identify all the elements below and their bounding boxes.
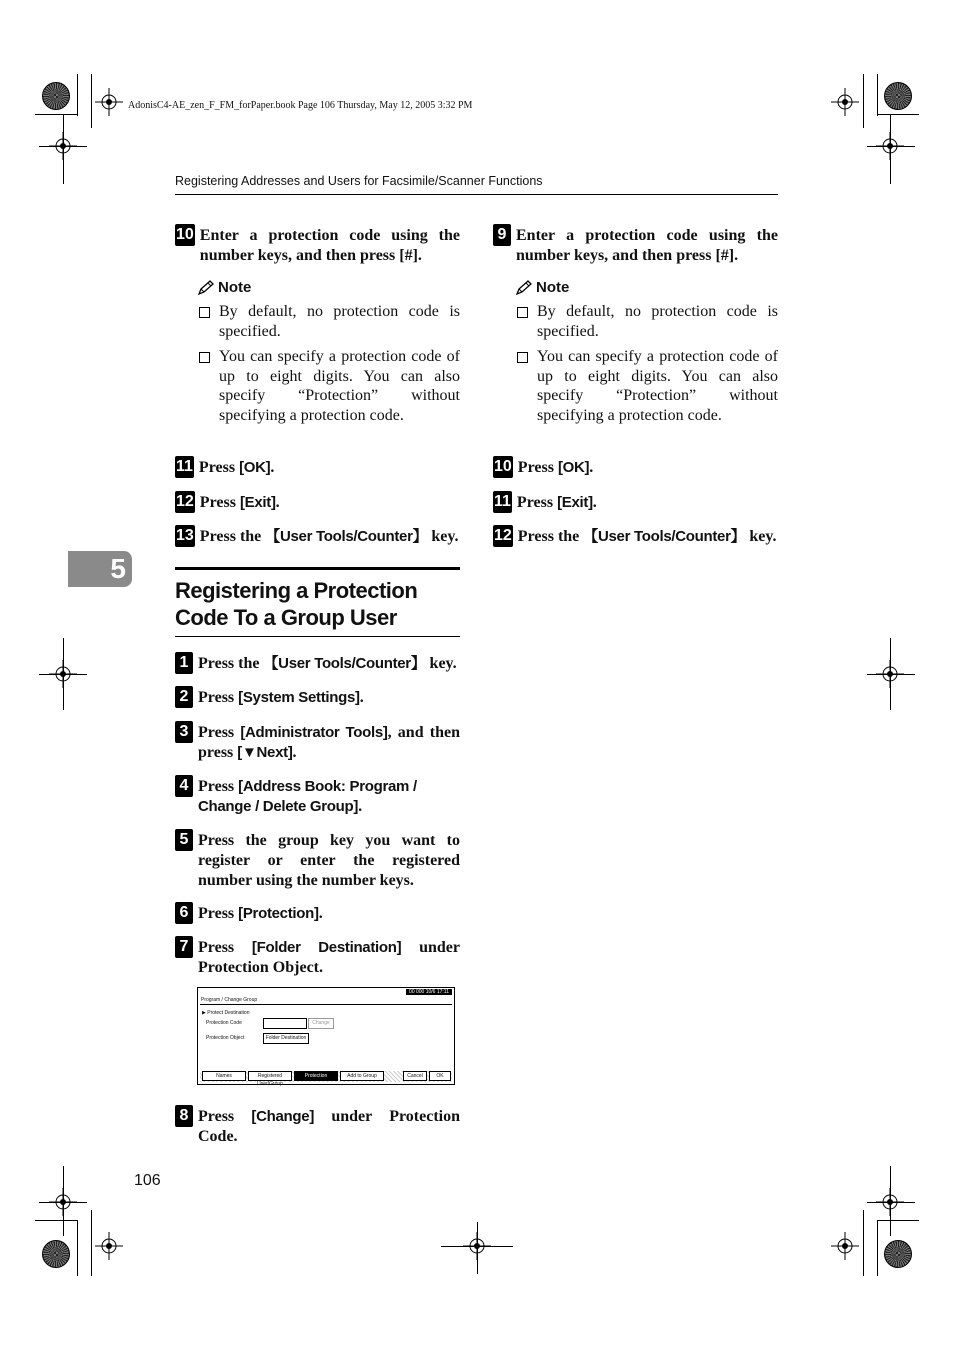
- step-10-right: [493, 458, 778, 478]
- color-registration-icon: [884, 1240, 912, 1268]
- color-registration-icon: [42, 1240, 70, 1268]
- step-text: [518, 458, 593, 478]
- step-1: [175, 654, 460, 674]
- section-title: Registering a Protection Code To a Group User: [175, 567, 460, 637]
- step-9: [493, 226, 778, 266]
- key-ok: [OK]: [557, 459, 590, 476]
- step-text-pre: Press: [517, 459, 558, 476]
- step-6: [175, 904, 460, 924]
- pencil-icon: [515, 280, 533, 296]
- step-number: 1: [175, 652, 193, 674]
- step-text: [198, 904, 323, 924]
- step-text-pre: Press the: [517, 528, 584, 545]
- step-text-pre: Press the: [198, 655, 264, 672]
- step-text-post: .: [292, 744, 297, 761]
- step-text: [198, 688, 364, 708]
- folder-destination-button[interactable]: Folder Destination: [263, 1033, 309, 1044]
- step-4: [175, 777, 460, 817]
- key-next: [▼Next]: [237, 744, 293, 761]
- step-text-pre: Press: [199, 494, 240, 511]
- step-number: 2: [175, 686, 193, 708]
- step-text-pre: Press: [198, 939, 252, 956]
- note-title: Note: [536, 279, 570, 296]
- step-text: [518, 527, 777, 547]
- step-number: 6: [175, 902, 193, 924]
- chapter-tab: 5: [68, 551, 132, 587]
- key-exit: [Exit]: [239, 494, 276, 511]
- step-text-post: .: [270, 459, 275, 476]
- step-number: 7: [175, 936, 193, 958]
- registration-mark-icon: [49, 132, 77, 160]
- step-text-pre: Press: [198, 1108, 252, 1125]
- step-12: [175, 493, 460, 513]
- tab-add-to-group[interactable]: Add to Group: [340, 1071, 384, 1081]
- step-text-pre: Press: [198, 459, 240, 476]
- screen-section: ▶ Protect Destination: [202, 1010, 250, 1016]
- step-text-mid: , and then press: [198, 724, 460, 761]
- step-3: [175, 723, 460, 763]
- book-info: AdonisC4-AE_zen_F_FM_forPaper.book Page 106 Thursday, May 12, 2005 3:32 PM: [128, 100, 473, 111]
- key-folder-destination: [Folder Destination]: [251, 939, 402, 956]
- registration-mark-icon: [831, 1232, 859, 1260]
- step-text-post: key.: [427, 528, 459, 545]
- step-text: [198, 654, 457, 674]
- step-11-right: [493, 493, 778, 513]
- step-text-post: .: [358, 798, 363, 815]
- step-number: 12: [175, 491, 195, 513]
- step-13: [175, 527, 460, 547]
- key-user-tools: 【User Tools/Counter】: [263, 655, 426, 672]
- step-text-post: .: [592, 494, 597, 511]
- step-text-pre: Press the: [199, 528, 266, 545]
- note-text: You can specify a protection code of up to eight digits. You can also specify “Protection” without specifying a protection code.: [219, 348, 460, 424]
- step-number: 9: [493, 224, 511, 246]
- step-text: Enter a protection code using the number keys, and then press [#].: [199, 227, 460, 264]
- step-text-post: under Protection Code.: [198, 1108, 460, 1145]
- note-item: [197, 347, 460, 425]
- step-text-post: .: [275, 494, 280, 511]
- running-header: Registering Addresses and Users for Facsimile/Scanner Functions: [175, 174, 778, 195]
- step-text: [198, 777, 460, 817]
- color-registration-icon: [42, 82, 70, 110]
- checkbox-bullet-icon: [199, 307, 210, 318]
- step-text: [200, 493, 280, 513]
- step-2: [175, 688, 460, 708]
- tab-registered-user-group[interactable]: Registered User/Group: [248, 1071, 292, 1081]
- checkbox-bullet-icon: [199, 352, 210, 363]
- step-text-post: .: [359, 689, 364, 706]
- note-item: [515, 302, 778, 341]
- step-text-post: under Protection Object.: [198, 939, 461, 976]
- step-number: 4: [175, 775, 193, 797]
- screen-title: Program / Change Group: [201, 997, 258, 1003]
- note-text: You can specify a protection code of up to eight digits. You can also specify “Protection” without specifying a protection code.: [537, 348, 778, 424]
- step-number: 8: [175, 1105, 193, 1127]
- step-text: [198, 723, 460, 763]
- note-item: [197, 302, 460, 341]
- key-administrator-tools: [Administrator Tools]: [240, 724, 388, 741]
- step-text: Press the group key you want to register or enter the registered number using the number keys.: [198, 832, 460, 889]
- key-address-book: [Address Book: Program / Change / Delete Group]: [198, 778, 417, 815]
- step-text-pre: Press: [198, 778, 239, 795]
- step-text: [517, 493, 597, 513]
- registration-mark-icon: [95, 1232, 123, 1260]
- registration-mark-icon: [831, 88, 859, 116]
- registration-mark-icon: [876, 660, 904, 688]
- step-text-pre: Press: [198, 724, 241, 741]
- key-protection: [Protection]: [238, 905, 319, 922]
- registration-mark-icon: [876, 132, 904, 160]
- step-text-pre: Press: [198, 905, 239, 922]
- key-ok: [OK]: [239, 459, 271, 476]
- step-text-post: key.: [745, 528, 777, 545]
- step-number: 3: [175, 721, 193, 743]
- change-button[interactable]: Change: [308, 1018, 334, 1029]
- screen-status-bar: 00 000 10/6 17:11: [406, 989, 452, 995]
- step-text-post: .: [589, 459, 594, 476]
- step-number: 5: [175, 829, 193, 851]
- ok-button[interactable]: OK: [429, 1071, 451, 1081]
- note-heading: [197, 279, 251, 296]
- step-5: [175, 831, 460, 891]
- step-12-right: [493, 527, 778, 547]
- step-7: [175, 938, 460, 978]
- protection-code-label: Protection Code: [206, 1020, 242, 1026]
- registration-mark-icon: [95, 88, 123, 116]
- step-number: 10: [493, 456, 513, 478]
- step-number: 13: [175, 525, 195, 547]
- control-panel-screenshot: [197, 987, 455, 1085]
- checkbox-bullet-icon: [517, 352, 528, 363]
- pencil-icon: [197, 280, 215, 296]
- note-heading: [515, 279, 569, 296]
- key-change: [Change]: [251, 1108, 315, 1125]
- step-text-post: key.: [425, 655, 457, 672]
- step-number: 10: [175, 224, 195, 246]
- key-user-tools: 【User Tools/Counter】: [583, 528, 746, 545]
- note-text: By default, no protection code is specified.: [537, 303, 778, 340]
- step-11: [175, 458, 460, 478]
- note-title: Note: [218, 279, 252, 296]
- registration-mark-icon: [876, 1188, 904, 1216]
- step-number: 11: [493, 491, 512, 513]
- step-text-post: .: [318, 905, 323, 922]
- note-text: By default, no protection code is specified.: [219, 303, 460, 340]
- step-text: Enter a protection code using the number keys, and then press [#].: [516, 227, 778, 264]
- key-system-settings: [System Settings]: [238, 689, 360, 706]
- step-text: [198, 938, 460, 978]
- page-number: 106: [134, 1172, 161, 1189]
- key-exit: [Exit]: [557, 494, 593, 511]
- step-number: 12: [493, 525, 513, 547]
- protection-code-field: [263, 1018, 307, 1029]
- registration-mark-icon: [49, 660, 77, 688]
- step-text: [198, 1107, 460, 1147]
- registration-mark-icon: [49, 1188, 77, 1216]
- tab-names[interactable]: Names: [202, 1071, 246, 1081]
- registration-mark-icon: [463, 1232, 491, 1260]
- step-text: [200, 527, 459, 547]
- step-text-pre: Press: [516, 494, 558, 511]
- cancel-button[interactable]: Cancel: [403, 1071, 427, 1081]
- key-user-tools: 【User Tools/Counter】: [265, 528, 428, 545]
- step-text-pre: Press: [198, 689, 239, 706]
- screen-divider: [200, 1004, 452, 1005]
- tab-protection[interactable]: Protection: [294, 1071, 338, 1081]
- checkbox-bullet-icon: [517, 307, 528, 318]
- protection-object-label: Protection Object: [206, 1035, 245, 1041]
- step-number: 11: [175, 456, 194, 478]
- color-registration-icon: [884, 82, 912, 110]
- step-10: [175, 226, 460, 266]
- note-item: [515, 347, 778, 425]
- step-8: [175, 1107, 460, 1147]
- step-text: [199, 458, 274, 478]
